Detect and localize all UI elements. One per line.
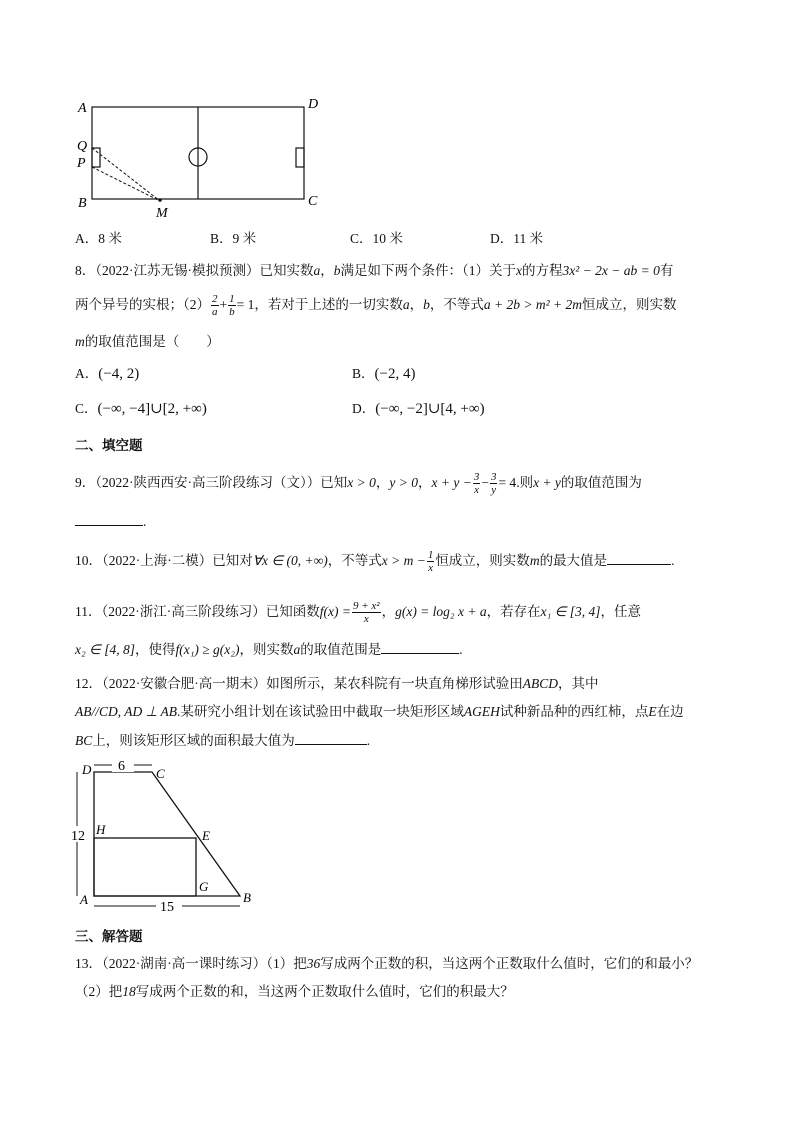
label-G2: G (199, 879, 209, 894)
q12-line2b: 试种新品种的西红柿，点 (499, 704, 649, 719)
q12-line1-end: ，其中 (558, 676, 599, 691)
q8-var-b2: b (423, 297, 430, 312)
q11-line2: x₂ ∈ [4, 8]，使得f(x₁) ≥ g(x₂)，则实数a的取值范围是 . (75, 642, 463, 657)
q10-line: 10．（2022·上海·二模）已知对∀x ∈ (0, +∞)，不等式x > m − $\frac{1}{x}$ 恒成立，则实数m的最大值是 . (75, 549, 675, 575)
label-H2: H (96, 822, 106, 837)
line-PM (92, 167, 160, 201)
q11-mid4: ，则实数 (239, 642, 294, 657)
q12-ageh: AGEH (463, 704, 500, 719)
q7-option-d: D．11 米 (490, 231, 544, 246)
q12-point-e: E (648, 704, 657, 719)
q9-frac2: $\frac{3}{y}$ (490, 471, 497, 497)
q11-mid3: ，使得 (134, 642, 176, 657)
q8-line3 (75, 333, 220, 351)
q13-num-18: 18 (122, 984, 136, 999)
q12-abcd: ABCD (522, 676, 558, 691)
q11-line1: 11．（2022·浙江·高三阶段练习）已知函数f(x) = $\frac{\text{9 + x²}}{x}$ ，g(x) = log₂ x + a，若存在x₁ ∈ [3, 4]，任意 (75, 600, 642, 626)
q7-option-b: B．9 米 (210, 231, 257, 246)
dim-left: 12 (71, 829, 85, 844)
q8-option-d: D．(−∞, −2]∪[4, +∞) (352, 401, 485, 417)
q13-part1: 写成两个正数的积，当这两个正数取什么值时，它们的和最小？ (320, 956, 699, 971)
q8-line1-end: 有 (659, 263, 674, 278)
q13-lead: 13．（2022·湖南·高一课时练习）（1）把 (75, 956, 307, 971)
q8-var-b: b (333, 263, 341, 278)
point-M (158, 198, 162, 202)
q12-line2 (75, 703, 684, 721)
q8-line2-end: 恒成立，则实数 (582, 297, 677, 312)
label-Q: Q (77, 139, 88, 154)
label-A2: A (80, 892, 88, 907)
q7-option-c: C．10 米 (350, 231, 403, 246)
q10-answer-blank[interactable] (607, 551, 671, 565)
q8-equation-word: 的方程 (522, 263, 563, 278)
q10-var-m: m (529, 553, 540, 568)
q11-var-a: a (293, 642, 301, 657)
q9-eq-pre: x + y − (431, 475, 472, 490)
q8-lead: 8．（2022·江苏无锡·模拟预测）已知实数 (75, 263, 314, 278)
q10-lead: 10．（2022·上海·二模）已知对 (75, 553, 253, 568)
q13-num-36: 36 (306, 956, 321, 971)
label-C: C (308, 194, 318, 209)
q8-line2-lead: 两个异号的实根；（2） (75, 297, 210, 312)
q8-var-m: m (75, 334, 85, 349)
q13-part2: 写成两个正数的和，当这两个正数取什么值时，它们的积最大？ (135, 984, 514, 999)
q10-ineq: x > m − (381, 553, 426, 568)
q8-var-x: x (516, 263, 522, 278)
q11-mid: ，若存在 (486, 604, 541, 619)
q9-answer-blank[interactable] (75, 512, 143, 526)
q11-ineq: f(x₁) ≥ g(x₂) (175, 642, 240, 657)
label-C2: C (156, 766, 165, 781)
q11-lead: 11．（2022·浙江·高三阶段练习）已知函数 (75, 604, 320, 619)
dim-top: 6 (118, 760, 125, 774)
q8-frac1: $\frac{2}{a}$ (212, 293, 218, 319)
q9-cond-x: x > 0 (347, 475, 376, 490)
q12-line1 (75, 675, 599, 693)
q13-part2-lead: （2）把 (75, 984, 123, 999)
q9-frac1: $\frac{3}{x}$ (473, 471, 480, 497)
q13-line2 (75, 983, 514, 1001)
q11-f-def: f(x) = (319, 604, 351, 619)
q8-eq2-tail: = 1 (236, 297, 255, 312)
left-goal (92, 148, 100, 167)
q8-inequality: a + 2b > m² + 2m (483, 297, 583, 312)
label-B2: B (243, 890, 251, 905)
q9-eq-post: = 4 (498, 475, 517, 490)
q8-equation: 3x² − 2x − ab = 0 (562, 263, 660, 278)
q9-expr: x + y (533, 475, 561, 490)
q12-answer-blank[interactable] (295, 731, 367, 745)
q11-tail: 的取值范围是 (300, 642, 382, 657)
q9-tail: .则 (516, 475, 534, 490)
label-D2: D (82, 762, 92, 777)
q12-line2c: 在边 (656, 704, 684, 719)
q12-bc: BC (75, 733, 93, 748)
q7-option-a: A．8 米 (75, 231, 122, 246)
q8-comma2: ， (409, 297, 424, 312)
label-D: D (308, 97, 319, 112)
q8-line1 (75, 262, 673, 280)
q11-x1: x₁ ∈ [3, 4] (540, 604, 601, 619)
label-P: P (77, 156, 86, 171)
q11-x2: x₂ ∈ [4, 8] (75, 642, 135, 657)
q8-question: 的取值范围是（ ） (84, 334, 220, 349)
q8-option-a: A．(−4, 2) (75, 366, 140, 382)
label-A: A (78, 101, 87, 116)
trapezoid-figure (68, 760, 268, 915)
q11-g-def: g(x) = log₂ x + a (395, 604, 487, 619)
q13-line1 (75, 955, 698, 973)
q8-line2: 两个异号的实根；（2） $\frac{2}{a}$ + $\frac{1}{b}$ = 1，若对于上述的一切实数a，b，不等式a + 2b > m² + 2m恒成立，则实数 (75, 293, 677, 319)
rect-AGEH (94, 838, 196, 896)
q10-tail: 的最大值是 (539, 553, 608, 568)
dim-bottom: 15 (160, 900, 174, 915)
q11-frac: $\frac{\text{9 + x²}}{x}$ (352, 600, 380, 626)
q8-option-c: C．(−∞, −4]∪[2, +∞) (75, 401, 207, 417)
label-M: M (156, 206, 168, 220)
label-B: B (78, 196, 87, 211)
q8-cond-text: 满足如下两个条件：（1）关于 (340, 263, 516, 278)
q12-line3-text: 上，则该矩形区域的面积最大值为 (92, 733, 295, 748)
q8-var-a: a (313, 263, 321, 278)
q8-frac2: $\frac{1}{b}$ (229, 293, 235, 319)
q9-line1: 9．（2022·陕西西安·高三阶段练习（文））已知x > 0，y > 0，x + y − $\frac{3}{x}$ − $\frac{3}{y}$ = 4.则x + y的取值范围为 (75, 471, 642, 497)
q12-cond: AB//CD, AD ⊥ AB (75, 704, 178, 719)
q9-tail2: 的取值范围为 (560, 475, 642, 490)
q9-lead: 9．（2022·陕西西安·高三阶段练习（文））已知 (75, 475, 348, 490)
q11-mid2: ，任意 (600, 604, 642, 619)
q8-ineq-word: ，不等式 (429, 297, 484, 312)
q10-mid2: 恒成立，则实数 (435, 553, 530, 568)
q10-mid: ，不等式 (327, 553, 382, 568)
q8-comma: ， (320, 263, 334, 278)
right-goal (296, 148, 304, 167)
trapezoid-ABCD (94, 772, 240, 896)
section-answer-heading: 三、解答题 (75, 929, 143, 944)
line-QM (92, 148, 160, 201)
q9-answer-line: . (75, 512, 146, 531)
q11-answer-blank[interactable] (381, 640, 459, 654)
section-fill-in-heading: 二、填空题 (75, 438, 143, 453)
q8-option-b: B．(−2, 4) (352, 366, 416, 382)
q10-cond: ∀x ∈ (0, +∞) (252, 553, 328, 568)
q8-line2-mid: ，若对于上述的一切实数 (254, 297, 403, 312)
label-E2: E (202, 828, 210, 843)
q8-var-a2: a (402, 297, 410, 312)
field-figure (70, 95, 330, 220)
q12-lead: 12．（2022·安徽合肥·高一期末）如图所示，某农科院有一块直角梯形试验田 (75, 676, 523, 691)
q9-cond-y: y > 0 (389, 475, 418, 490)
q12-line3: BC上，则该矩形区域的面积最大值为 . (75, 733, 371, 748)
q10-frac: $\frac{1}{x}$ (427, 549, 434, 575)
q12-line2-text: .某研究小组计划在该试验田中截取一块矩形区域 (177, 704, 464, 719)
